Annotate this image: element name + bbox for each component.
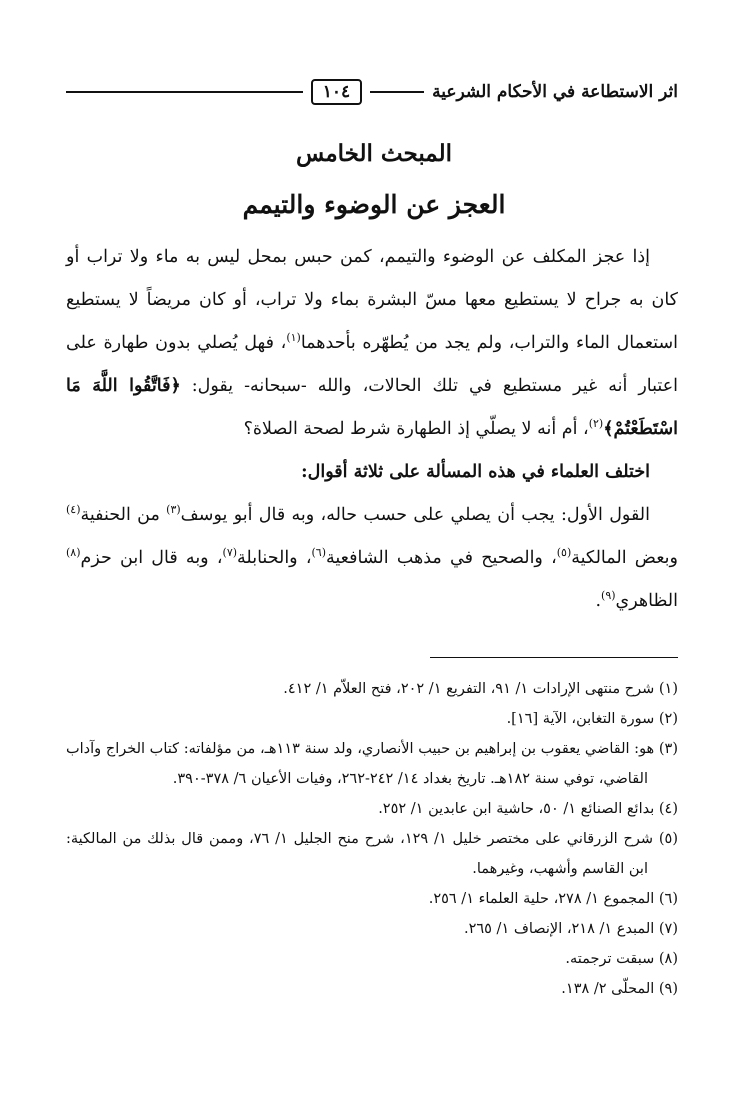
text-run: ، وبه قال ابن حزم [80,548,223,568]
text-run: ، والصحيح في مذهب الشافعية [326,548,557,568]
text-run: الظاهري [615,591,678,611]
header-rule-long [66,91,303,93]
page-number: ١٠٤ [311,79,362,105]
text-run: وبعض المالكية [571,548,678,568]
footnote: (١) شرح منتهى الإرادات ١/ ٩١، التفريع ١/ ٢٠٢، فتح العلاّم ١/ ٤١٢. [283,681,678,697]
footnote: (٧) المبدع ١/ ٢١٨، الإنصاف ١/ ٢٦٥. [463,921,678,937]
footnote: (٢) سورة التغابن، الآية [١٦]. [506,711,678,727]
text-run: ، فهل يُصلي بدون طهارة على اعتبار أنه غير مستطيع في تلك الحالات، والله -سبحانه- يقول: [66,333,678,396]
footnote: (٨) سبقت ترجمته. [565,951,678,967]
footnote-divider [430,657,678,658]
footnote-ref: (١) [286,331,301,345]
footnote: (٣) هو: القاضي يعقوب بن إبراهيم بن حبيب الأنصاري، ولد سنة ١١٣هـ، من مؤلفاته: كتاب الخراج وآداب القاضي، توفي سنة ١٨٢هـ. تاريخ بغداد ١٤/ ٢٤٢-٢٦٢، وفيات الأعيان ٦/ ٣٧٨-٣٩٠. [66,741,678,787]
header-rule-short [370,91,424,93]
footnote-ref: (٢) [588,417,604,431]
footnote: (٩) المحلّى ٢/ ١٣٨. [561,981,678,997]
text-run: إذا عجز المكلف عن الوضوء والتيمم، كمن حبس بمحل ليس به ماء ولا تراب أو كان به جراح لا يستطيع معها مسّ البشرة بماء ولا تراب، أو كان مريضاً لا يستطيع استعمال الماء والتراب، ولم يجد من يُطهّره بأحدهما [66,247,678,353]
footnote: (٦) المجموع ١/ ٢٧٨، حلية العلماء ١/ ٢٥٦. [428,891,678,907]
text-run: من الحنفية [80,505,167,525]
text-run: . [595,591,602,611]
text-run: ، أم أنه لا يصلّي إذ الطهارة شرط لصحة الصلاة؟ [243,419,589,439]
page-header [66,72,678,112]
text-run: القول الأول: يجب أن يصلي على حسب حاله، وبه قال أبو يوسف [180,505,650,525]
footnote-ref: (٧) [222,546,238,560]
paragraph-question [66,236,678,451]
footnote-ref: (٤) [66,503,81,517]
section-heading: المبحث الخامس [296,140,452,167]
footnote-ref: (٨) [66,546,81,560]
footnote-ref: (٩) [601,589,616,603]
paragraph-opinions-intro: اختلف العلماء في هذه المسألة على ثلاثة أقوال: [301,462,650,482]
footnote-ref: (٥) [556,546,572,560]
footnotes [66,674,678,1004]
paragraph-first-opinion [66,494,678,623]
footnote-ref: (٦) [311,546,327,560]
body-text [66,236,678,623]
footnote: (٥) شرح الزرقاني على مختصر خليل ١/ ١٢٩، شرح منح الجليل ١/ ٧٦، وممن قال بذلك من المالكية: ابن القاسم وأشهب، وغيرهما. [66,831,678,877]
text-run: ، والحنابلة [237,548,312,568]
footnote-ref: (٣) [166,503,181,517]
quran-verse: ﴿فَاتَّقُوا اللَّهَ مَا اسْتَطَعْتُمْ﴾ [66,376,678,439]
running-title: اثر الاستطاعة في الأحكام الشرعية [432,82,678,102]
footnote: (٤) بدائع الصنائع ١/ ٥٠، حاشية ابن عابدين ١/ ٢٥٢. [378,801,678,817]
section-title: العجز عن الوضوء والتيمم [242,190,506,219]
